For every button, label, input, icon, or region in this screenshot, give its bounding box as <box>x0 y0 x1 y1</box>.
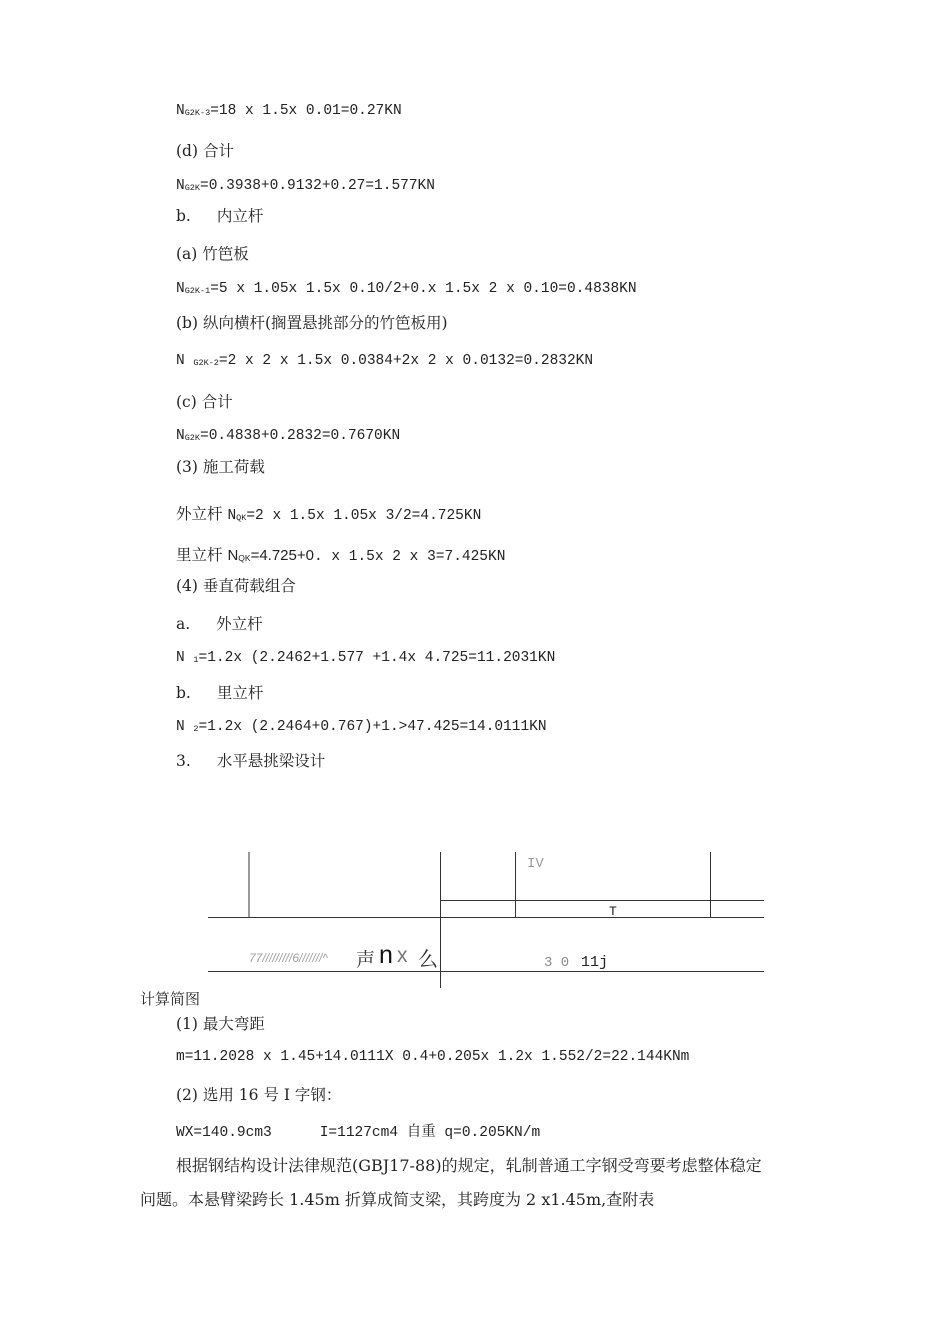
heading-b-inner-pole-2: b. 里立杆 <box>176 684 264 702</box>
paragraph-line-2: 问题。本悬臂梁跨长 1.45m 折算成简支梁，其跨度为 2 x1.45m,查附表 <box>140 1190 655 1209</box>
heading-2-select-i-beam: (2) 选用 16 号 I 字钢： <box>176 1086 342 1104</box>
formula-n-g2k-2: N G2K-2=2 x 2 x 1.5x 0.0384+2x 2 x 0.0132=0.2832KN <box>176 353 594 369</box>
heading-3-cantilever-beam-design: 3. 水平悬挑梁设计 <box>176 752 326 770</box>
formula-n-g2k-1: NG2K-1=5 x 1.05x 1.5x 0.10/2+0.x 1.5x 2 x 0.10=0.4838KN <box>176 281 637 297</box>
formula-n-g2k-inner-total: NG2K=0.4838+0.2832=0.7670KN <box>176 428 401 444</box>
heading-c-total: (c) 合计 <box>176 393 233 411</box>
heading-a-outer-pole: a. 外立杆 <box>176 615 263 633</box>
diagram-caption: 计算简图 <box>140 990 201 1008</box>
diagram-label-n: n <box>379 941 393 969</box>
diagram-label-11j: 11j <box>581 954 609 971</box>
diagram-label-x: x <box>397 944 408 967</box>
diagram-label-sheng: 声 <box>356 949 376 971</box>
formula-n-g2k-3: NG2K-3=18 x 1.5x 0.01=0.27KN <box>176 103 402 119</box>
heading-d-total: (d) 合计 <box>176 142 234 160</box>
heading-b-inner-pole: b. 内立杆 <box>176 207 264 225</box>
diagram-label-me: 么 <box>418 947 438 971</box>
diagram-label-iv: IV <box>527 856 544 872</box>
paragraph-line-1: 根据钢结构设计法律规范(GBJ17-88)的规定，轧制普通工字钢受弯要考虑整体稳定 <box>176 1156 762 1175</box>
formula-n1: N 1=1.2x (2.2462+1.577 +1.4x 4.725=11.2031KN <box>176 650 556 666</box>
formula-n-g2k-outer-total: NG2K=0.3938+0.9132+0.27=1.577KN <box>176 178 435 194</box>
formula-inner-pole-nqk: 里立杆 NQK=4.725+0. x 1.5x 2 x 3=7.425KN <box>176 546 506 565</box>
formula-max-moment: m=11.2028 x 1.45+14.0111X 0.4+0.205x 1.2x 1.552/2=22.144KNm <box>176 1049 690 1065</box>
diagram-label-t: T <box>609 904 617 919</box>
heading-1-max-moment: (1) 最大弯距 <box>176 1015 265 1033</box>
formula-outer-pole-nqk: 外立杆 NQK=2 x 1.5x 1.05x 3/2=4.725KN <box>176 505 482 524</box>
heading-b-longitudinal-bar: (b) 纵向横杆(搁置悬挑部分的竹笆板用) <box>176 314 448 332</box>
diagram-label-30: 3 0 <box>544 955 570 971</box>
heading-4-vertical-load: (4) 垂直荷载组合 <box>176 577 296 595</box>
section-properties: WX=140.9cm3 I=1127cm4 自重 q=0.205KN/m <box>176 1125 541 1141</box>
heading-3-construction-load: (3) 施工荷载 <box>176 458 265 476</box>
heading-a-bamboo-board: (a) 竹笆板 <box>176 245 249 263</box>
diagram-hatch-label: 77/////////6///////^ <box>249 951 328 965</box>
formula-n2: N 2=1.2x (2.2464+0.767)+1.>47.425=14.0111KN <box>176 719 547 735</box>
